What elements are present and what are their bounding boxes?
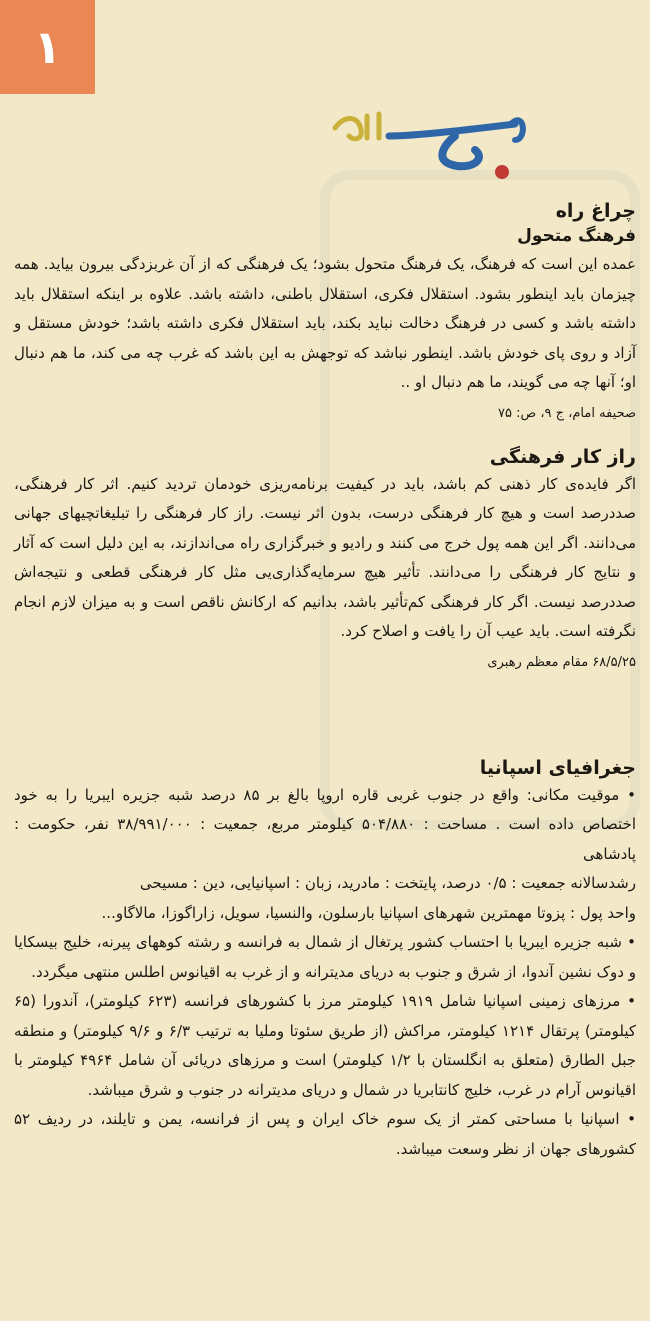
article-content [14, 198, 636, 1164]
section-title-spain-geography: جغرافیای اسپانیا [479, 756, 636, 779]
list-item: واحد پول : پزوتا مهمترین شهرهای اسپانیا بارسلون، والنسیا، سویل، زاراگوزا، مالاگاو... [101, 903, 636, 922]
list-item: • موقیت مکانی: واقع در جنوب غربی قاره اروپا بالغ بر ۸۵ درصد شبه جزیره ایبریا را به خود اختصاص داده است . مساحت : ۵۰۴/۸۸۰ کیلومتر مربع، جمعیت : ۳۸/۹۹۱/۰۰۰ نفر، حکومت : پادشاهی [14, 785, 636, 863]
spain-facts-list [14, 781, 636, 1165]
subtitle-evolving-culture: فرهنگ متحول [517, 226, 636, 246]
list-item: رشدسالانه جمعیت : ۰/۵ درصد، پایتخت : مادرید، زبان : اسپانیایی، دین : مسیحی [139, 874, 636, 892]
calligraphy-ornament [315, 100, 530, 190]
quote-paragraph-leader: اگر فایده‌ی کار ذهنی کم باشد، باید در کیفیت برنامه‌ریزی خودمان تردید کنیم. اثر کار فرهنگی، صددرصد است و هیچ کار فرهنگی درست، بدون اثر نیست. راز کار فرهنگی را تبلیغاتچیهای جهانی می‌دانند. اگر این همه پول خرج می کنند و رادیو و خبرگزاری راه می‌اندازند، به این دلیل است که آثار و نتایج کار فرهنگی را می‌دانند. تأثیر هیچ سرمایه‌گذاری‌یی مثل کار فرهنگی قطعی و نتیجه‌اش صددرصد نیست. اگر کار فرهنگی کم‌تأثیر باشد، بدانیم که ارکانش ناقص است و به میزان لازم انجام نگرفته است. باید عیب آن را یافت و اصلاح کرد. [14, 474, 636, 640]
quote-source-imam: صحیفه امام، ج ۹، ص: ۷۵ [498, 405, 636, 421]
section-title-light-of-path: چراغ راه [555, 200, 636, 222]
list-item: • مرزهای زمینی اسپانیا شامل ۱۹۱۹ کیلومتر مرز با کشورهای فرانسه (۶۲۳ کیلومتر)، آندورا (۶۵ کیلومتر) پرتقال ۱۲۱۴ کیلومتر، مراکش (از طریق سئوتا وملیا به ترتیب ۶/۳ و ۹/۶ کیلومتر) و منطقه جبل الطارق (متعلق به انگلستان با ۱/۲ کیلومتر) است و مرزهای دریائی آن شامل ۴۹۶۴ کیلومتر با اقیانوس آرام در غرب، خلیج کانتابریا در شمال و دریای مدیترانه در جنوب و شرق میباشد. [14, 992, 636, 1099]
page-number: ۱ [33, 20, 62, 74]
list-item: • شبه جزیره ایبریا با احتساب کشور پرتغال از شمال به فرانسه و رشته کوههای پیرنه، خلیج بیسکایا و دوک نشین آندوا، از شرق و جنوب به دریای مدیترانه و از غرب به اقیانوس اطلس منتهی میگردد. [14, 933, 636, 981]
page-number-tab [0, 0, 95, 94]
section-title-cultural-work-secret: راز کار فرهنگی [489, 445, 636, 468]
list-item: • اسپانیا با مساحتی کمتر از یک سوم خاک ایران و پس از فرانسه، یمن و تایلند، در ردیف ۵۲ کشورهای جهان از نظر وسعت میباشد. [14, 1110, 636, 1158]
quote-paragraph-imam: عمده این است که فرهنگ، یک فرهنگ متحول بشود؛ یک فرهنگی که از آن غربزدگی بیرون بیاید. همه چیزمان باید اینطور بشود. استقلال فکری، استقلال باطنی، داشته باشد. علاوه بر اینکه استقلال باید داشته باشد و کسی در فرهنگ دخالت نباید بکند، باید استقلال فکری داشته باشد؛ خودش مستقل و آزاد و روی پای خودش باشد. اینطور نباشد که توجهش به این باشد که غرب چه می کند، ما هم دنبال او؛ آنها چه می گویند، ما هم دنبال او .. [14, 255, 636, 391]
quote-source-leader: ۶۸/۵/۲۵ مقام معظم رهبری [487, 654, 636, 670]
